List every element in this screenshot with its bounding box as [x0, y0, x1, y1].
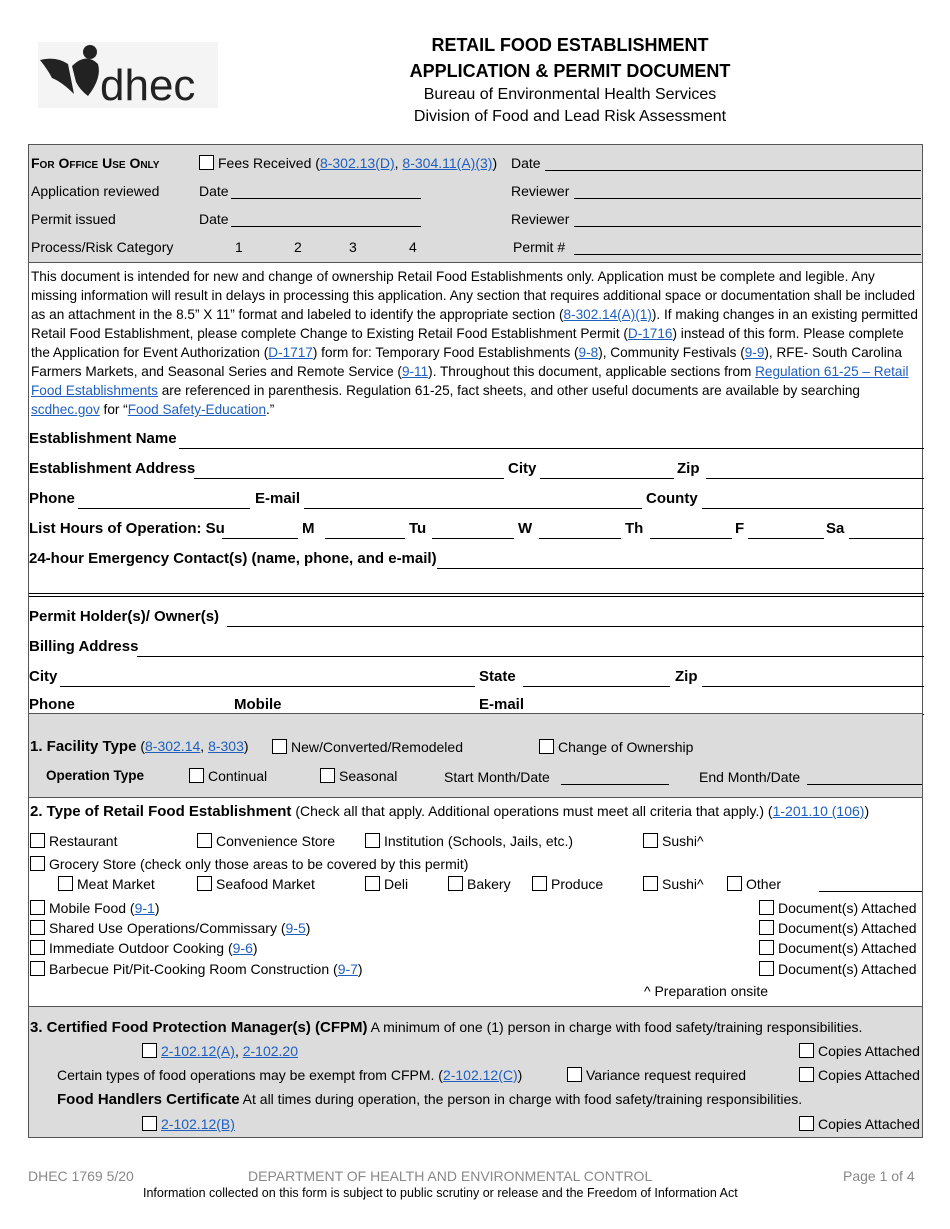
- row-owner-city: [29, 665, 924, 689]
- convenience-option[interactable]: Convenience Store: [197, 833, 335, 849]
- establishment-city-label: City: [508, 460, 537, 477]
- owner-city-field[interactable]: [60, 686, 475, 687]
- office-row-fees: [29, 155, 922, 175]
- cfpm-copies-attached[interactable]: Copies Attached: [799, 1043, 920, 1059]
- risk-cat-4[interactable]: 4: [409, 239, 417, 255]
- hours-w-field[interactable]: [539, 538, 621, 539]
- prep-onsite-note: ^ Preparation onsite: [644, 983, 769, 999]
- hours-sa-label: Sa: [826, 520, 845, 537]
- doc-attached-outdoor-checkbox[interactable]: [759, 940, 774, 955]
- meat-checkbox[interactable]: [58, 876, 73, 891]
- produce-option[interactable]: Produce: [532, 876, 603, 892]
- doc-attached-mobile[interactable]: Document(s) Attached: [759, 900, 917, 916]
- establishment-zip-label: Zip: [677, 460, 700, 477]
- cfpm-checkbox[interactable]: [142, 1043, 157, 1058]
- intro-link-9-11[interactable]: 9-11: [401, 364, 429, 379]
- barbecue-checkbox[interactable]: [30, 961, 45, 976]
- subtitle-line-2: Division of Food and Lead Risk Assessment: [413, 108, 727, 125]
- institution-checkbox[interactable]: [365, 833, 380, 848]
- emergency-contact-field[interactable]: [437, 568, 924, 569]
- cfpm-copies-checkbox[interactable]: [799, 1043, 814, 1058]
- owner-zip-label: Zip: [675, 668, 698, 685]
- permit-number-label: Permit #: [513, 239, 566, 255]
- permit-number-field[interactable]: [574, 254, 921, 255]
- emergency-contact-label: 24-hour Emergency Contact(s) (name, phone, and e-mail): [29, 550, 437, 567]
- operation-type-label: Operation Type: [46, 768, 145, 783]
- permit-reviewer-label: Reviewer: [511, 211, 570, 227]
- bakery-option[interactable]: Bakery: [448, 876, 511, 892]
- intro-link-scdhec[interactable]: scdhec.gov: [31, 402, 100, 417]
- deli-option[interactable]: Deli: [365, 876, 408, 892]
- risk-cat-3[interactable]: 3: [349, 239, 357, 255]
- facility-link-8-303[interactable]: 8-303: [208, 738, 244, 754]
- cfpm-exempt-text: Certain types of food operations may be exempt from CFPM. (2-102.12(C)): [57, 1067, 523, 1083]
- barbecue-link[interactable]: 9-7: [337, 961, 358, 977]
- hours-th-field[interactable]: [650, 538, 732, 539]
- logo-text: dhec: [100, 61, 196, 108]
- establishment-name-label: Establishment Name: [29, 430, 177, 447]
- establishment-county-field[interactable]: [702, 508, 924, 509]
- hours-su-label: List Hours of Operation: Su: [29, 520, 225, 537]
- meat-option[interactable]: Meat Market: [58, 876, 155, 892]
- sushi-grocery-checkbox[interactable]: [643, 876, 658, 891]
- other-field[interactable]: [819, 891, 922, 892]
- risk-cat-2[interactable]: 2: [294, 239, 302, 255]
- billing-address-label: Billing Address: [29, 638, 139, 655]
- permit-holder-field[interactable]: [227, 626, 924, 627]
- shared-use-checkbox[interactable]: [30, 920, 45, 935]
- establishment-phone-label: Phone: [29, 490, 75, 507]
- footer-department: DEPARTMENT OF HEALTH AND ENVIRONMENTAL CONTROL: [248, 1168, 653, 1184]
- new-converted-checkbox[interactable]: [272, 739, 287, 754]
- doc-attached-barbecue-checkbox[interactable]: [759, 961, 774, 976]
- hours-m-field[interactable]: [325, 538, 405, 539]
- cfpm-option[interactable]: 2-102.12(A), 2-102.20: [142, 1043, 298, 1059]
- establishment-phone-field[interactable]: [78, 508, 250, 509]
- mobile-food-link[interactable]: 9-1: [134, 900, 155, 916]
- subtitle-line-1: Bureau of Environmental Health Services: [423, 86, 717, 103]
- seafood-option[interactable]: Seafood Market: [197, 876, 315, 892]
- page-header: [360, 32, 780, 128]
- owner-zip-field[interactable]: [702, 686, 924, 687]
- barbecue-option[interactable]: Barbecue Pit/Pit-Cooking Room Construction (9-7): [30, 961, 363, 977]
- establishment-section: [28, 425, 923, 713]
- owner-email-label: E-mail: [479, 696, 525, 713]
- permit-reviewer-field[interactable]: [574, 226, 921, 227]
- dhec-logo-mark: [38, 42, 218, 108]
- hours-su-field[interactable]: [222, 538, 298, 539]
- institution-option[interactable]: Institution (Schools, Jails, etc.): [365, 833, 573, 849]
- variance-option[interactable]: Variance request required: [567, 1067, 746, 1083]
- cfpm-exempt-link[interactable]: 2-102.12(C): [442, 1067, 518, 1083]
- establishment-city-field[interactable]: [540, 478, 674, 479]
- dhec-logo: [38, 42, 218, 108]
- hours-w-label: W: [518, 520, 533, 537]
- food-handlers-link[interactable]: 2-102.12(B): [161, 1116, 235, 1132]
- deli-checkbox[interactable]: [365, 876, 380, 891]
- new-converted-option[interactable]: New/Converted/Remodeled: [272, 739, 463, 755]
- hours-tu-label: Tu: [409, 520, 427, 537]
- other-checkbox[interactable]: [727, 876, 742, 891]
- app-reviewed-date-label: Date: [199, 183, 229, 199]
- intro-link-d1716[interactable]: D-1716: [627, 326, 673, 341]
- doc-attached-outdoor[interactable]: Document(s) Attached: [759, 940, 917, 956]
- intro-link-regulation[interactable]: Regulation 61-25 – Retail Food Establishments: [31, 364, 909, 398]
- doc-attached-shared[interactable]: Document(s) Attached: [759, 920, 917, 936]
- variance-checkbox[interactable]: [567, 1067, 582, 1082]
- row-emergency-contact: [29, 547, 924, 571]
- seafood-checkbox[interactable]: [197, 876, 212, 891]
- hours-sa-field[interactable]: [849, 538, 924, 539]
- sushi-grocery-option[interactable]: Sushi^: [643, 876, 704, 892]
- doc-attached-mobile-checkbox[interactable]: [759, 900, 774, 915]
- seasonal-checkbox[interactable]: [320, 768, 335, 783]
- cfpm-link-2-102-20[interactable]: 2-102.20: [242, 1043, 298, 1059]
- permit-holder-label: Permit Holder(s)/ Owner(s): [29, 608, 220, 625]
- facility-type-heading: 1. Facility Type (8-302.14, 8-303): [30, 738, 249, 755]
- permit-issued-date-label: Date: [199, 211, 229, 227]
- fees-link-2[interactable]: 8-304.11(A)(3): [402, 155, 493, 171]
- bakery-checkbox[interactable]: [448, 876, 463, 891]
- footer-form-id: DHEC 1769 5/20: [28, 1168, 134, 1184]
- footer-page-number: Page 1 of 4: [843, 1168, 915, 1184]
- hours-f-field[interactable]: [748, 538, 824, 539]
- mobile-food-checkbox[interactable]: [30, 900, 45, 915]
- intro-link-8-302-14[interactable]: 8-302.14(A)(1): [563, 307, 652, 322]
- start-date-field[interactable]: [561, 784, 669, 785]
- hours-f-label: F: [735, 520, 745, 537]
- intro-link-9-9[interactable]: 9-9: [744, 345, 765, 360]
- risk-category-label: Process/Risk Category: [31, 239, 174, 255]
- outdoor-cooking-checkbox[interactable]: [30, 940, 45, 955]
- permit-issued-date-field[interactable]: [231, 226, 421, 227]
- convenience-checkbox[interactable]: [197, 833, 212, 848]
- row-hours: [29, 517, 924, 541]
- owner-city-label: City: [29, 668, 58, 685]
- food-handlers-heading: Food Handlers Certificate At all times during operation, the person in charge with food safety/training responsibilities.: [57, 1091, 803, 1108]
- doc-attached-barbecue[interactable]: Document(s) Attached: [759, 961, 917, 977]
- row-billing-address: [29, 635, 924, 659]
- title-line-1: RETAIL FOOD ESTABLISHMENT: [431, 35, 709, 55]
- grocery-option[interactable]: Grocery Store (check only those areas to be covered by this permit): [30, 856, 468, 872]
- establishment-address-label: Establishment Address: [29, 460, 196, 477]
- intro-paragraph: [28, 263, 923, 425]
- risk-cat-1[interactable]: 1: [235, 239, 243, 255]
- hours-tu-field[interactable]: [432, 538, 514, 539]
- other-option[interactable]: Other: [727, 876, 781, 892]
- title-line-2: APPLICATION & PERMIT DOCUMENT: [409, 61, 731, 81]
- section-3-heading: 3. Certified Food Protection Manager(s) (CFPM) A minimum of one (1) person in charge with food safety/training responsibilities.: [30, 1019, 863, 1036]
- mobile-food-option[interactable]: Mobile Food (9-1): [30, 900, 160, 916]
- office-row-issued: [29, 211, 922, 231]
- row-establishment-phone: [29, 487, 924, 511]
- grocery-checkbox[interactable]: [30, 856, 45, 871]
- office-row-risk: [29, 239, 922, 259]
- intro-link-d1717[interactable]: D-1717: [268, 345, 313, 360]
- establishment-zip-field[interactable]: [706, 478, 924, 479]
- cfpm-link-2-102-12a[interactable]: 2-102.12(A): [161, 1043, 235, 1059]
- billing-address-field[interactable]: [137, 656, 924, 657]
- owner-state-field[interactable]: [523, 686, 670, 687]
- restaurant-checkbox[interactable]: [30, 833, 45, 848]
- section-divider: [29, 593, 924, 597]
- section-1-facility-type: [28, 713, 923, 798]
- app-reviewed-date-field[interactable]: [231, 198, 421, 199]
- outdoor-cooking-link[interactable]: 9-6: [232, 940, 253, 956]
- doc-attached-shared-checkbox[interactable]: [759, 920, 774, 935]
- exempt-copies-checkbox[interactable]: [799, 1067, 814, 1082]
- establishment-email-label: E-mail: [255, 490, 301, 507]
- office-date-label: Date: [511, 155, 541, 171]
- office-row-reviewed: [29, 183, 922, 203]
- fees-link-1[interactable]: 8-302.13(D): [319, 155, 395, 171]
- intro-text: This document is intended for new and change of ownership Retail Food Establishments only. Application must be complete and legible. Any missing information will result in delays in processing this application. Any section that requires additional space or documentation shall be included as an attachment in the 8.5” X 11” format and labeled to identify the appropriate section (8-302.14(A)(1)). If making changes in an existing permitted Retail Food Establishment, please complete Change to Existing Retail Food Establishment Permit (D-1716) instead of this form. Please complete the Application for Event Authorization (D-1717) form for: Temporary Food Establishments (9-8), Community Festivals (9-9), RFE- South Carolina Farmers Markets, and Seasonal Series and Remote Service (9-11). Throughout this document, applicable sections from Regulation 61-25 – Retail Food Establishments are referenced in parenthesis. Regulation 61-25, fact sheets, and other useful documents are available by searching scdhec.gov for “Food Safety-Education.”: [31, 269, 918, 417]
- owner-mobile-label: Mobile: [234, 696, 282, 713]
- owner-phone-label: Phone: [29, 696, 75, 713]
- end-date-field[interactable]: [807, 784, 922, 785]
- footer-notice: Information collected on this form is subject to public scrutiny or release and the Freedom of Information Act: [143, 1186, 738, 1200]
- app-reviewed-label: Application reviewed: [31, 183, 160, 199]
- section-2-establishment-type: [28, 798, 923, 1006]
- establishment-county-label: County: [646, 490, 698, 507]
- owner-state-label: State: [479, 668, 516, 685]
- change-ownership-option[interactable]: Change of Ownership: [539, 739, 693, 755]
- continual-option[interactable]: Continual: [189, 768, 267, 784]
- end-date-label: End Month/Date: [699, 769, 801, 785]
- shared-use-link[interactable]: 9-5: [285, 920, 306, 936]
- section-3-cfpm: [28, 1006, 923, 1138]
- exempt-copies-attached[interactable]: Copies Attached: [799, 1067, 920, 1083]
- outdoor-cooking-option[interactable]: Immediate Outdoor Cooking (9-6): [30, 940, 258, 956]
- office-use-box: [28, 144, 923, 263]
- start-date-label: Start Month/Date: [444, 769, 550, 785]
- app-reviewer-field[interactable]: [574, 198, 921, 199]
- intro-link-9-8[interactable]: 9-8: [578, 345, 599, 360]
- fh-copies-checkbox[interactable]: [799, 1116, 814, 1131]
- fees-received: Fees Received (8-302.13(D), 8-304.11(A)(3)): [199, 155, 497, 171]
- change-ownership-checkbox[interactable]: [539, 739, 554, 754]
- intro-link-food-safety[interactable]: Food Safety-Education: [127, 402, 267, 417]
- food-handlers-option[interactable]: [142, 1116, 235, 1132]
- seasonal-option[interactable]: Seasonal: [320, 768, 397, 784]
- fh-copies-attached[interactable]: Copies Attached: [799, 1116, 920, 1132]
- sushi-checkbox[interactable]: [643, 833, 658, 848]
- section-2-heading: 2. Type of Retail Food Establishment (Check all that apply. Additional operations must meet all criteria that apply.) (1-201.10 (106)): [30, 803, 870, 820]
- produce-checkbox[interactable]: [532, 876, 547, 891]
- row-establishment-name: [29, 427, 924, 451]
- row-permit-holder: [29, 605, 924, 629]
- row-establishment-address: [29, 457, 924, 481]
- shared-use-option[interactable]: Shared Use Operations/Commissary (9-5): [30, 920, 310, 936]
- app-reviewer-label: Reviewer: [511, 183, 570, 199]
- restaurant-option[interactable]: Restaurant: [30, 833, 117, 849]
- sushi-option[interactable]: Sushi^: [643, 833, 704, 849]
- office-use-label: For Office Use Only: [31, 155, 160, 171]
- permit-issued-label: Permit issued: [31, 211, 116, 227]
- establishment-email-field[interactable]: [304, 508, 642, 509]
- hours-m-label: M: [302, 520, 315, 537]
- fees-received-checkbox[interactable]: [199, 155, 214, 170]
- establishment-name-field[interactable]: [179, 448, 924, 449]
- continual-checkbox[interactable]: [189, 768, 204, 783]
- facility-link-8-302-14[interactable]: 8-302.14: [145, 738, 201, 754]
- hours-th-label: Th: [625, 520, 644, 537]
- establishment-address-field[interactable]: [194, 478, 504, 479]
- section-2-link[interactable]: 1-201.10 (106): [772, 803, 865, 819]
- food-handlers-checkbox[interactable]: [142, 1116, 157, 1131]
- office-date-field[interactable]: [545, 170, 921, 171]
